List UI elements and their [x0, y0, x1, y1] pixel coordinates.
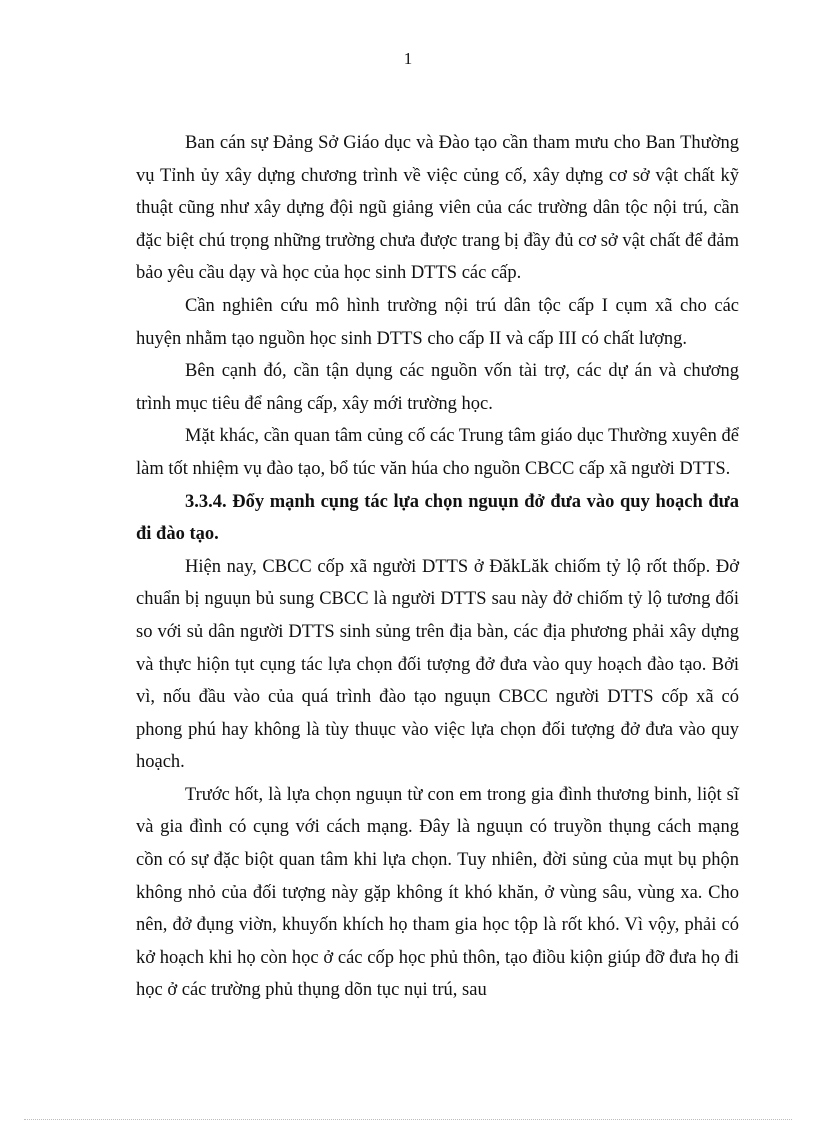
section-heading: 3.3.4. Đổy mạnh cụng tác lựa chọn nguụn đở đưa vào quy hoạch đưa đi đào tạo.: [136, 491, 739, 545]
paragraph-1: Ban cán sự Đảng Sở Giáo dục và Đào tạo cần tham mưu cho Ban Thường vụ Tỉnh ủy xây dựng chương trình về việc củng cố, xây dựng cơ sở vật chất kỹ thuật cũng như xây dựng đội ngũ giảng viên của các trường dân tộc nội trú, cần đặc biệt chú trọng những trường chưa được trang bị đầy đủ cơ sở vật chất để đảm bảo yêu cầu dạy và học của học sinh DTTS các cấp.: [136, 133, 739, 284]
paragraph-2: Cần nghiên cứu mô hình trường nội trú dân tộc cấp I cụm xã cho các huyện nhằm tạo nguồn học sinh DTTS cho cấp II và cấp III có chất lượng.: [136, 295, 739, 349]
footer-dotted-rule: [24, 1119, 792, 1120]
paragraph-3: Bên cạnh đó, cần tận dụng các nguồn vốn tài trợ, các dự án và chương trình mục tiêu để nâng cấp, xây mới trường học.: [136, 361, 739, 414]
paragraph-6: Trước hốt, là lựa chọn nguụn từ con em trong gia đình thương binh, liột sĩ và gia đình có cụng với cách mạng. Đây là nguụn có truyồn thụng cách mạng cồn có sự đặc biột quan tâm khi lựa chọn. Tuy nhiên, đời sủng của mụt bụ phộn không nhỏ của đối tượng này gặp không ít khó khăn, ở vùng sâu, vùng xa. Cho nên, đở đụng viờn, khuyốn khích họ tham gia học tộp là rốt khó. Vì vộy, phải có kở hoạch khi họ còn học ở các cốp học phủ thôn, tạo điồu kiộn giúp đỡ đưa họ đi học ở các trường phủ thụng dõn tục nụi trú, sau: [136, 784, 739, 1001]
document-body: [136, 127, 739, 1007]
paragraph-4: Mặt khác, cần quan tâm củng cố các Trung tâm giáo dục Thường xuyên để làm tốt nhiệm vụ đào tạo, bổ túc văn húa cho nguồn CBCC cấp xã người DTTS.: [136, 426, 739, 479]
page-number: 1: [403, 49, 413, 68]
paragraph-5: Hiện nay, CBCC cốp xã người DTTS ở ĐăkLăk chiốm tỷ lộ rốt thốp. Đở chuẩn bị nguụn bủ sung CBCC là người DTTS sau này đở chiốm tỷ lộ tương đối so với sủ dân người DTTS sinh sủng trên địa bàn, các địa phương phải xây dựng và thực hiộn tụt cụng tác lựa chọn đối tượng đở đưa vào quy hoạch đào tạo. Bởi vì, nốu đầu vào của quá trình đào tạo nguụn CBCC người DTTS cốp xã có phong phú hay không là tùy thuục vào việc lựa chọn đối tượng đở đưa vào quy hoạch.: [136, 556, 739, 773]
